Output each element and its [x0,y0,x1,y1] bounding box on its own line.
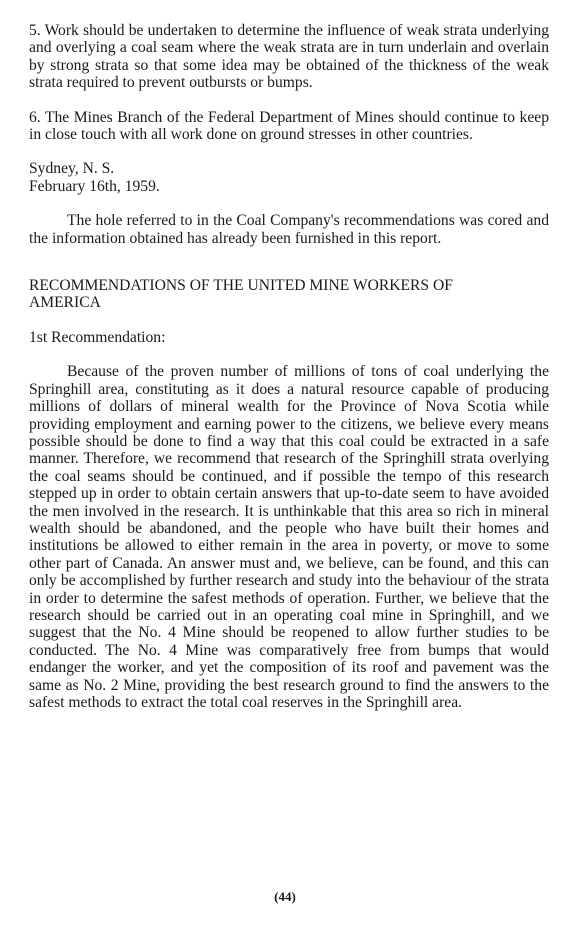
section-heading: RECOMMENDATIONS OF THE UNITED MINE WORKERS OF AMERICA [29,277,453,312]
subheading: 1st Recommendation: [29,328,166,346]
paragraph-5: 5. Work should be undertaken to determine the influence of weak strata underlying and overlying a coal seam where the weak strata are in turn underlain and overlain by strong strata so that some idea may be obtained of the thickness of the weak strata required to prevent outbursts or bumps. [29,22,549,92]
note-paragraph: The hole referred to in the Coal Company's recommendations was cored and the information obtained has already been furnished in this report. [29,212,549,247]
document-page [29,22,549,711]
page-number: (44) [274,889,296,904]
body-paragraph: Because of the proven number of millions of tons of coal underlying the Springhill area, constituting as it does a natural resource capable of producing millions of dollars of mineral wealth for the Province of Nova Scotia while providing employment and earning power to the citizens, we believe every means possible should be done to find a way that this coal could be extracted in a safe manner. Therefore, we recommend that research of the Springhill strata overlying the coal seams should be continued, and if possible the tempo of this research stepped up in order to obtain certain answers that up-to-date seem to have avoided the men involved in the research. It is unthinkable that this area so rich in mineral wealth should be abandoned, and the people who have built their homes and institutions be allowed to either remain in the area in poverty, or move to some other part of Canada. An answer must and, we believe, can be found, and this can only be accomplished by further research and study into the behaviour of the strata in order to determine the safest methods of operation. Further, we believe that the research should be carried out in an operating coal mine in Springhill, and we suggest that the No. 4 Mine should be reopened to allow further studies to be conducted. The No. 4 Mine was comparatively free from bumps that would endanger the worker, and yet the composition of its roof and pavement was the same as No. 2 Mine, providing the best research ground to find the answers to the safest methods to extract the total coal reserves in the Springhill area. [29,363,549,711]
paragraph-6: 6. The Mines Branch of the Federal Department of Mines should continue to keep in close touch with all work done on ground stresses in other countries. [29,108,549,144]
signature-date: February 16th, 1959. [29,177,160,195]
signature-place: Sydney, N. S. [29,160,115,178]
